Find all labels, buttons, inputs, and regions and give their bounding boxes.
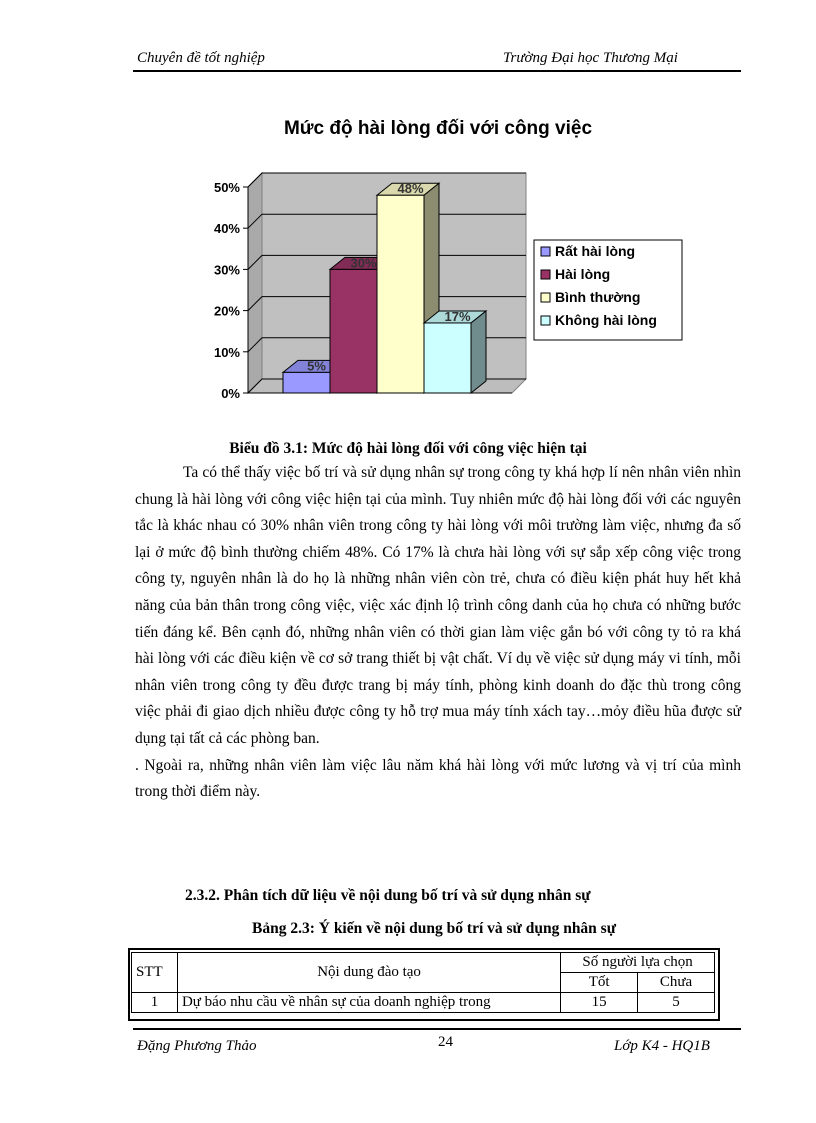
legend-swatch xyxy=(541,316,550,325)
header-not: Chưa xyxy=(638,973,715,993)
legend-label: Không hài lòng xyxy=(555,312,657,328)
table-caption: Bảng 2.3: Ý kiến về nội dung bố trí và sử dụng nhân sự xyxy=(252,920,617,937)
chart-side-wall xyxy=(248,173,262,393)
bar-front xyxy=(377,195,424,393)
legend-swatch xyxy=(541,247,550,256)
legend-label: Rất hài lòng xyxy=(555,243,636,259)
footer-left: Đặng Phương Thảo xyxy=(137,1038,257,1054)
page-number: 24 xyxy=(438,1034,453,1050)
legend-swatch xyxy=(541,270,550,279)
y-tick-label: 0% xyxy=(221,386,240,401)
y-tick-label: 10% xyxy=(213,344,240,360)
bar-front xyxy=(424,323,471,393)
y-tick-label: 50% xyxy=(213,180,240,195)
cell-good: 15 xyxy=(561,993,638,1013)
figure-caption: Biểu đồ 3.1: Mức độ hài lòng đối với công việc hiện tại xyxy=(229,440,587,457)
legend-label: Hài lòng xyxy=(555,266,611,282)
header-left: Chuyên đề tốt nghiệp xyxy=(137,50,265,66)
data-table xyxy=(131,952,715,1013)
section-heading: 2.3.2. Phân tích dữ liệu về nội dung bố trí và sử dụng nhân sự xyxy=(185,887,591,904)
header-group: Số người lựa chọn xyxy=(561,953,715,973)
header-good: Tốt xyxy=(561,973,638,993)
data-label: 17% xyxy=(444,308,471,324)
y-tick-label: 20% xyxy=(213,303,240,319)
data-label: 5% xyxy=(307,358,326,374)
data-label: 30% xyxy=(350,255,377,271)
paragraph-1: Ta có thể thấy việc bố trí và sử dụng nhân sự trong công ty khá hợp lí nên nhân viên nhìn chung là hài lòng với công việc hiện tại của mình. Tuy nhiên mức độ hài lòng đối với các nguyên tắc là khác nhau có 30% nhân viên trong công ty hài lòng với môi trường làm việc, nhưng đa số lại ở mức độ bình thường chiếm 48%. Có 17% là chưa hài lòng với sự sắp xếp công việc trong công ty, nguyên nhân là do họ là những nhân viên còn trẻ, chưa có điều kiện phát huy hết khả năng của bản thân trong công việc, việc xác định lộ trình công danh của họ chưa có những bước tiến đáng kể. Bên cạnh đó, những nhân viên có thời gian làm việc gắn bó với công ty tỏ ra khá hài lòng với các điều kiện về cơ sở trang thiết bị vật chất. Ví dụ về việc sử dụng máy vi tính, mỗi nhân viên trong công ty đều được trang bị máy tính, phòng kinh doanh do đặc thù trong công việc phải đi giao dịch nhiều được công ty hỗ trợ mua máy tính xách tay…mỏy điều hũa được sử dụng tại tất cả các phòng ban. xyxy=(135,464,741,747)
bar-front xyxy=(330,269,377,393)
header-right: Trường Đại học Thương Mại xyxy=(503,50,678,66)
footer-rule xyxy=(133,1028,741,1030)
paragraph-2: . Ngoài ra, những nhân viên làm việc lâu năm khá hài lòng với mức lương và vị trí của mình trong thời điểm này. xyxy=(135,756,741,801)
legend-label: Bình thường xyxy=(555,289,641,305)
cell-content: Dự báo nhu cầu về nhân sự của doanh nghiệp trong xyxy=(177,993,560,1013)
table-row xyxy=(132,993,715,1013)
bar-chart xyxy=(0,0,816,440)
header-content: Nội dung đào tạo xyxy=(177,953,560,993)
legend-swatch xyxy=(541,293,550,302)
cell-not: 5 xyxy=(638,993,715,1013)
cell-stt: 1 xyxy=(132,993,178,1013)
bar-side xyxy=(471,311,486,393)
footer-right: Lớp K4 - HQ1B xyxy=(614,1038,710,1054)
y-tick-label: 40% xyxy=(213,221,240,237)
chart-title: Mức độ hài lòng đối với công việc xyxy=(283,118,593,139)
bar-front xyxy=(283,372,330,393)
body-text xyxy=(135,460,741,806)
header-stt: STT xyxy=(132,953,178,993)
y-tick-label: 30% xyxy=(213,262,240,278)
data-label: 48% xyxy=(397,181,424,197)
